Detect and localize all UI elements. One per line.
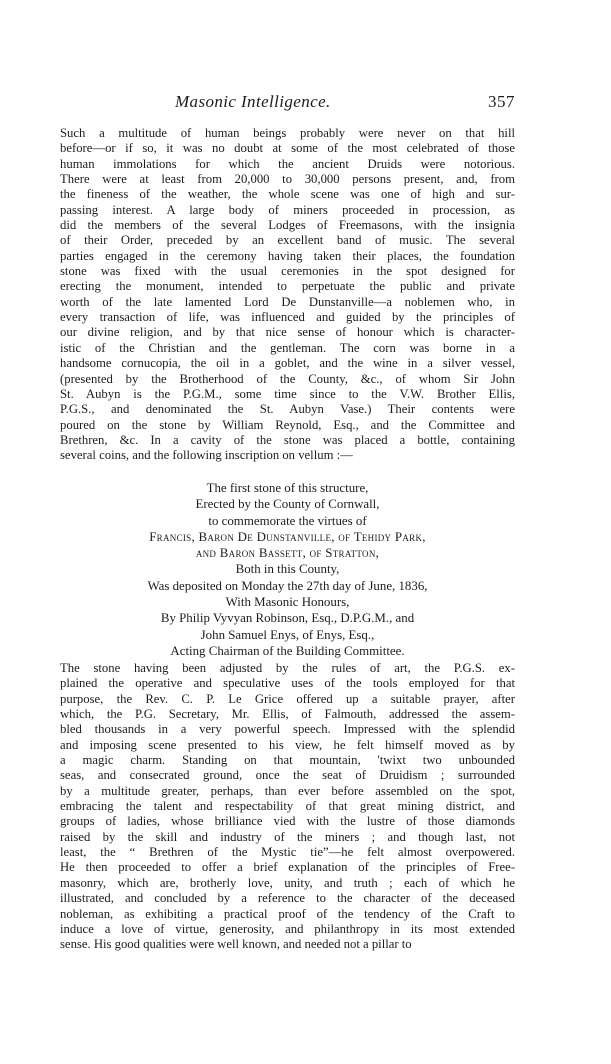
inscription-line: With Masonic Honours, [225,595,350,610]
text-line: istic of the Christian and the gentleman. The corn was borne in a [60,340,515,355]
text-line: seas, and consecrated ground, once the seat of Druidism ; surrounded [60,768,515,783]
text-line: The stone having been adjusted by the rules of art, the P.G.S. ex- [60,661,515,675]
text-line: nobleman, as exhibiting a practical proof of the tendency of the Craft to [60,906,515,921]
text-line: did the members of the several Lodges of Freemasons, with the insignia [60,218,515,233]
text-line: parties engaged in the ceremony having taken their places, the foundation [60,248,515,263]
text-line: a magic charm. Standing on that mountain, 'twixt two unbounded [60,753,515,768]
text-line: least, the “ Brethren of the Mystic tie”—he felt almost overpowered. [60,845,515,860]
inscription-line: John Samuel Enys, of Enys, Esq., [200,627,375,642]
text-line: passing interest. A large body of miners proceeded in procession, as [60,202,515,217]
text-line: and imposing scene presented to his view, he felt himself moved as by [60,737,515,752]
inscription-line: Acting Chairman of the Building Committee. [170,643,405,658]
text-line: induce a love of virtue, generosity, and philanthropy in its most extended [60,921,515,936]
text-line: erecting the monument, intended to perpetuate the public and private [60,279,515,294]
text-line: the fineness of the weather, the whole scene was one of high and sur- [60,187,515,202]
text-line: every transaction of life, was influenced and guided by the principles of [60,310,515,325]
text-line: masonry, which are, brotherly love, unity, and truth ; each of which he [60,875,515,890]
text-line: St. Aubyn is the P.G.M., some time since to the V.W. Brother Ellis, [60,386,515,401]
running-head: Masonic Intelligence. [175,92,331,111]
text-line: P.G.S., and denominated the St. Aubyn Vase.) Their contents were [60,402,515,417]
text-line: embracing the talent and respectability of that great mining district, and [60,799,515,814]
text-line: stone was fixed with the usual ceremonies in the spot designed for [60,264,515,279]
inscription-line: Was deposited on Monday the 27th day of June, 1836, [147,578,428,593]
text-line: He then proceeded to offer a brief explanation of the principles of Free- [60,860,515,875]
text-line: worth of the late lamented Lord De Dunstanville—a noblemen who, in [60,294,515,309]
inscription-line: and Baron Bassett, of Stratton, [195,546,380,561]
text-line: Brethren, &c. In a cavity of the stone was placed a bottle, containing [60,432,515,447]
text-line: before—or if so, it was no doubt at some of the most celebrated of those [60,141,515,156]
text-line: which, the P.G. Secretary, Mr. Ellis, of Falmouth, addressed the assem- [60,707,515,722]
text-line: illustrated, and concluded by a reference to the character of the deceased [60,891,515,906]
inscription-line: Francis, Baron De Dunstanville, of Tehidy Park, [149,529,426,544]
text-line: bled thousands in a very powerful speech. Impressed with the splendid [60,722,515,737]
page-number: 357 [488,92,515,111]
text-line: groups of ladies, whose brilliance vied with the lustre of those diamonds [60,814,515,829]
paragraph-address [60,661,515,953]
text-line: Such a multitude of human beings probably were never on that hill [60,126,515,140]
inscription-line: Erected by the County of Cornwall, [195,497,380,512]
inscription-line: Both in this County, [235,562,340,577]
text-line: of their Order, preceded by an excellent band of music. The several [60,233,515,248]
inscription-line: to commemorate the virtues of [208,513,367,528]
text-line: (presented by the Brotherhood of the County, &c., of whom Sir John [60,371,515,386]
text-line: human immolations for which the ancient Druids were notorious. [60,156,515,171]
text-line: sense. His good qualities were well known, and needed not a pillar to [60,937,412,952]
text-line: by a multitude greater, perhaps, than ever before assembled on the spot, [60,783,515,798]
text-line: our divine religion, and by that nice sense of honour which is character- [60,325,515,340]
paragraph-ceremony [60,126,515,464]
text-line: poured on the stone by William Reynold, Esq., and the Committee and [60,417,515,432]
text-line: There were at least from 20,000 to 30,000 persons present, and, from [60,172,515,187]
page-header [60,92,515,114]
text-line: purpose, the Rev. C. P. Le Grice offered up a suitable prayer, after [60,691,515,706]
text-line: handsome cornucopia, the oil in a goblet, and the wine in a silver vessel, [60,356,515,371]
inscription-line: By Philip Vyvyan Robinson, Esq., D.P.G.M., and [160,611,415,626]
text-line: raised by the skill and industry of the miners ; and though last, not [60,829,515,844]
vellum-inscription [60,480,515,659]
text-line: several coins, and the following inscription on vellum :— [60,448,353,463]
text-line: plained the operative and speculative uses of the tools employed for that [60,676,515,691]
inscription-line: The first stone of this structure, [206,481,369,495]
